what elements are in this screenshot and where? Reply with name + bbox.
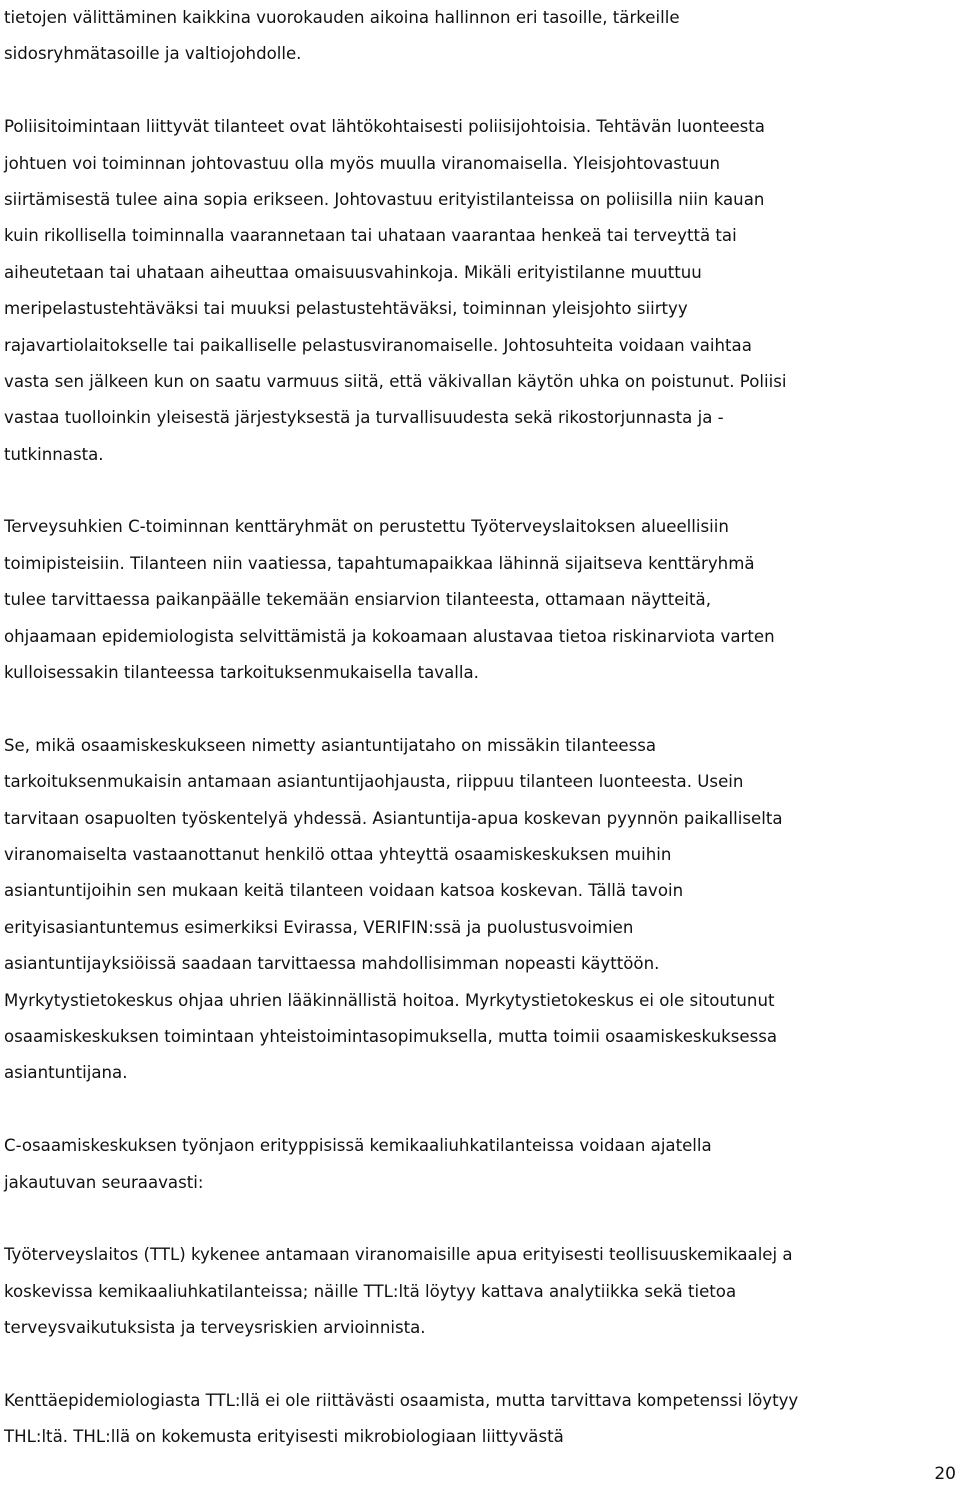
text-line: tulee tarvittaessa paikanpäälle tekemään ensiarvion tilanteesta, ottamaan näytteitä,: [4, 590, 711, 610]
text-line: ohjaamaan epidemiologista selvittämistä ja kokoamaan alustavaa tietoa riskinarviota varten: [4, 626, 775, 646]
paragraph-gap: [4, 1346, 958, 1382]
text-line: THL:ltä. THL:llä on kokemusta erityisesti mikrobiologiaan liittyvästä: [4, 1427, 564, 1447]
text-line: tarkoituksenmukaisin antamaan asiantuntijaohjausta, riippuu tilanteen luonteesta. Usein: [4, 772, 744, 792]
paragraph-2: [4, 109, 958, 473]
text-line: vastaa tuolloinkin yleisestä järjestyksestä ja turvallisuudesta sekä rikostorjunnasta ja -: [4, 408, 724, 428]
text-line: tarvitaan osapuolten työskentelyä yhdessä. Asiantuntija-apua koskevan pyynnön paikalliselta: [4, 808, 783, 828]
text-line: Työterveyslaitos (TTL) kykenee antamaan viranomaisille apua erityisesti teollisuuskemikaalej a: [4, 1245, 793, 1265]
paragraph-gap: [4, 691, 958, 727]
text-line: sidosryhmätasoille ja valtiojohdolle.: [4, 44, 302, 64]
text-line: Poliisitoimintaan liittyvät tilanteet ovat lähtökohtaisesti poliisijohtoisia. Tehtävän luonteesta: [4, 117, 765, 137]
paragraph-gap: [4, 1092, 958, 1128]
paragraph-gap: [4, 1201, 958, 1237]
document-body: [4, 0, 958, 1456]
text-line: asiantuntijana.: [4, 1063, 128, 1083]
text-line: Terveysuhkien C-toiminnan kenttäryhmät on perustettu Työterveyslaitoksen alueellisiin: [4, 517, 729, 537]
text-line: meripelastustehtäväksi tai muuksi pelastustehtäväksi, toiminnan yleisjohto siirtyy: [4, 299, 688, 319]
text-line: asiantuntijoihin sen mukaan keitä tilanteen voidaan katsoa koskevan. Tällä tavoin: [4, 881, 684, 901]
text-line: johtuen voi toiminnan johtovastuu olla myös muulla viranomaisella. Yleisjohtovastuun: [4, 153, 720, 173]
text-line: rajavartiolaitokselle tai paikalliselle pelastusviranomaiselle. Johtosuhteita voidaan vaihtaa: [4, 335, 752, 355]
text-line: jakautuvan seuraavasti:: [4, 1172, 204, 1192]
text-line: vasta sen jälkeen kun on saatu varmuus siitä, että väkivallan käytön uhka on poistunut. Poliisi: [4, 371, 787, 391]
paragraph-5: [4, 1128, 958, 1201]
paragraph-4: [4, 728, 958, 1092]
text-line: asiantuntijayksiöissä saadaan tarvittaessa mahdollisimman nopeasti käyttöön.: [4, 954, 660, 974]
paragraph-3: [4, 509, 958, 691]
text-line: koskevissa kemikaaliuhkatilanteissa; näille TTL:ltä löytyy kattava analytiikka sekä tietoa: [4, 1281, 737, 1301]
text-line: erityisasiantuntemus esimerkiksi Evirassa, VERIFIN:ssä ja puolustusvoimien: [4, 917, 634, 937]
text-line: kuin rikollisella toiminnalla vaarannetaan tai uhataan vaarantaa henkeä tai terveyttä tai: [4, 226, 737, 246]
text-line: Myrkytystietokeskus ohjaa uhrien lääkinnällistä hoitoa. Myrkytystietokeskus ei ole sitoutunut: [4, 990, 775, 1010]
text-line: C-osaamiskeskuksen työnjaon erityppisissä kemikaaliuhkatilanteissa voidaan ajatella: [4, 1136, 712, 1156]
text-line: terveysvaikutuksista ja terveysriskien arvioinnista.: [4, 1318, 426, 1338]
text-line: toimipisteisiin. Tilanteen niin vaatiessa, tapahtumapaikkaa lähinnä sijaitseva kenttäryhmä: [4, 553, 755, 573]
paragraph-gap: [4, 473, 958, 509]
text-line: kulloisessakin tilanteessa tarkoituksenmukaisella tavalla.: [4, 663, 479, 683]
text-line: osaamiskeskuksen toimintaan yhteistoimintasopimuksella, mutta toimii osaamiskeskuksessa: [4, 1026, 778, 1046]
text-line: viranomaiselta vastaanottanut henkilö ottaa yhteyttä osaamiskeskuksen muihin: [4, 844, 672, 864]
text-line: tietojen välittäminen kaikkina vuorokauden aikoina hallinnon eri tasoille, tärkeille: [4, 8, 680, 27]
paragraph-gap: [4, 73, 958, 109]
page-number: 20: [934, 1464, 956, 1484]
paragraph-6: [4, 1237, 958, 1346]
text-line: Kenttäepidemiologiasta TTL:llä ei ole riittävästi osaamista, mutta tarvittava kompetenssi löytyy: [4, 1390, 799, 1410]
text-line: aiheutetaan tai uhataan aiheuttaa omaisuusvahinkoja. Mikäli erityistilanne muuttuu: [4, 262, 702, 282]
text-line: siirtämisestä tulee aina sopia erikseen. Johtovastuu erityistilanteissa on poliisilla niin kauan: [4, 189, 765, 209]
text-line: Se, mikä osaamiskeskukseen nimetty asiantuntijataho on missäkin tilanteessa: [4, 735, 657, 755]
text-line: tutkinnasta.: [4, 444, 104, 464]
paragraph-1: [4, 0, 958, 73]
paragraph-7: [4, 1383, 958, 1456]
